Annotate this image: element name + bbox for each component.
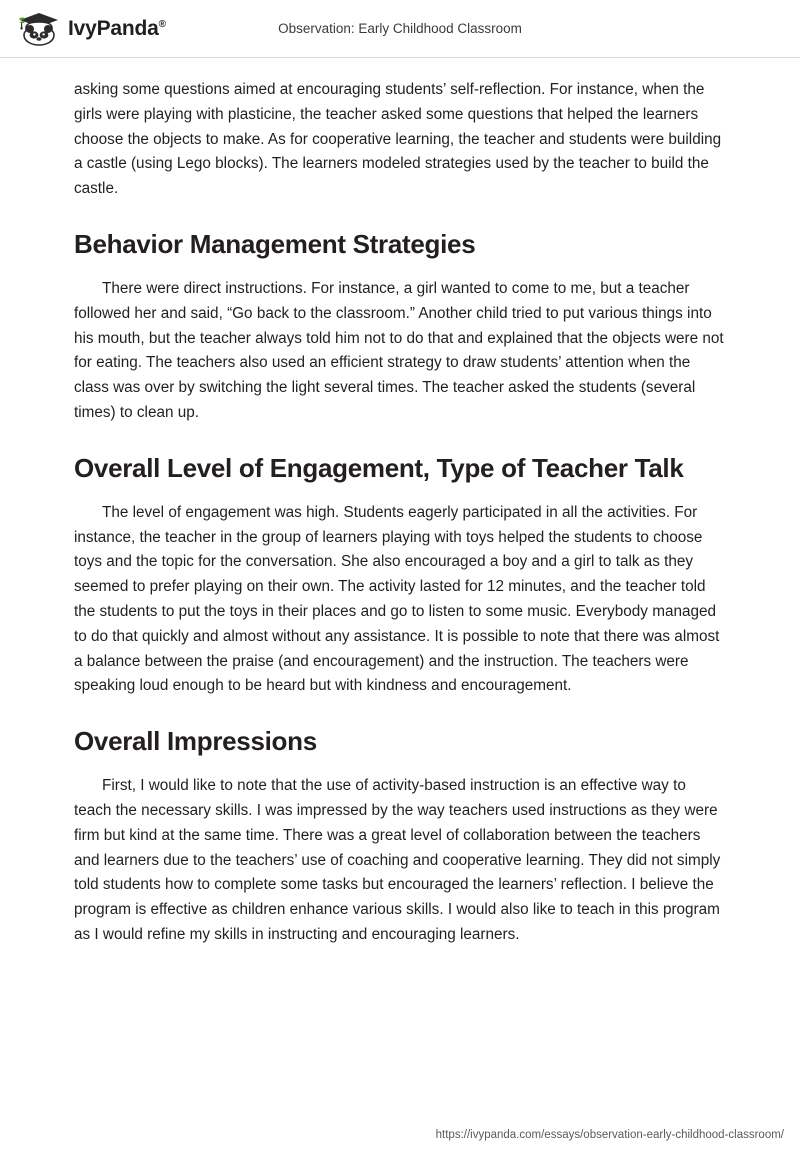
section-heading-engagement: Overall Level of Engagement, Type of Teacher Talk	[74, 452, 684, 483]
document-content	[0, 58, 800, 948]
page-footer	[0, 1116, 800, 1160]
graduation-cap-panda-logo-icon	[18, 12, 60, 46]
paragraph: There were direct instructions. For instance, a girl wanted to come to me, but a teacher followed her and said, “Go back to the classroom.” Another child tried to put various things into his mouth, but the teacher always told him not to do that and explained that the objects were not for eating. The teachers also used an efficient strategy to draw students’ attention when the class was over by switching the light several times. The teacher asked the students (several times) to clean up.	[74, 280, 724, 421]
paragraph: First, I would like to note that the use of activity-based instruction is an effective way to teach the necessary skills. I was impressed by the way teachers used instructions as they were firm but kind at the same time. There was a great level of collaboration between the teachers and learners due to the teachers’ use of coaching and cooperative learning. They did not simply told students how to complete some tasks but encouraged the learners’ reflection. I believe the program is effective as children enhance various skills. I would also like to teach in this program as I would refine my skills in instructing and encouraging learners.	[74, 777, 721, 943]
brand-name	[68, 17, 166, 41]
page-header	[0, 0, 800, 58]
brand-name-text: IvyPanda	[68, 16, 159, 40]
paragraph: asking some questions aimed at encouraging students’ self-reflection. For instance, when the girls were playing with plasticine, the teacher asked some questions that helped the learners choose the objects to make. As for cooperative learning, the teacher and students were building a castle (using Lego blocks). The learners modeled strategies used by the teacher to build the castle.	[74, 81, 722, 198]
brand-link[interactable]	[18, 12, 166, 46]
section-heading-overall-impressions: Overall Impressions	[74, 726, 317, 757]
paragraph: The level of engagement was high. Students eagerly participated in all the activities. For instance, the teacher in the group of learners playing with toys helped the students to choose toys and the topic for the conversation. She also encouraged a boy and a girl to talk as they seemed to prefer playing on their own. The activity lasted for 12 minutes, and the teacher told the students to put the toys in their places and go to listen to some music. Everybody managed to do that quickly and almost without any assistance. It is possible to note that there was almost a balance between the praise (and encouragement) and the instruction. The teachers were speaking loud enough to be heard but with kindness and encouragement.	[74, 503, 720, 695]
registered-mark: ®	[158, 18, 166, 30]
section-heading-behavior-management: Behavior Management Strategies	[74, 228, 476, 259]
page-title: Observation: Early Childhood Classroom	[278, 21, 522, 36]
source-url-link[interactable]: https://ivypanda.com/essays/observation-early-childhood-classroom/	[435, 1129, 784, 1141]
